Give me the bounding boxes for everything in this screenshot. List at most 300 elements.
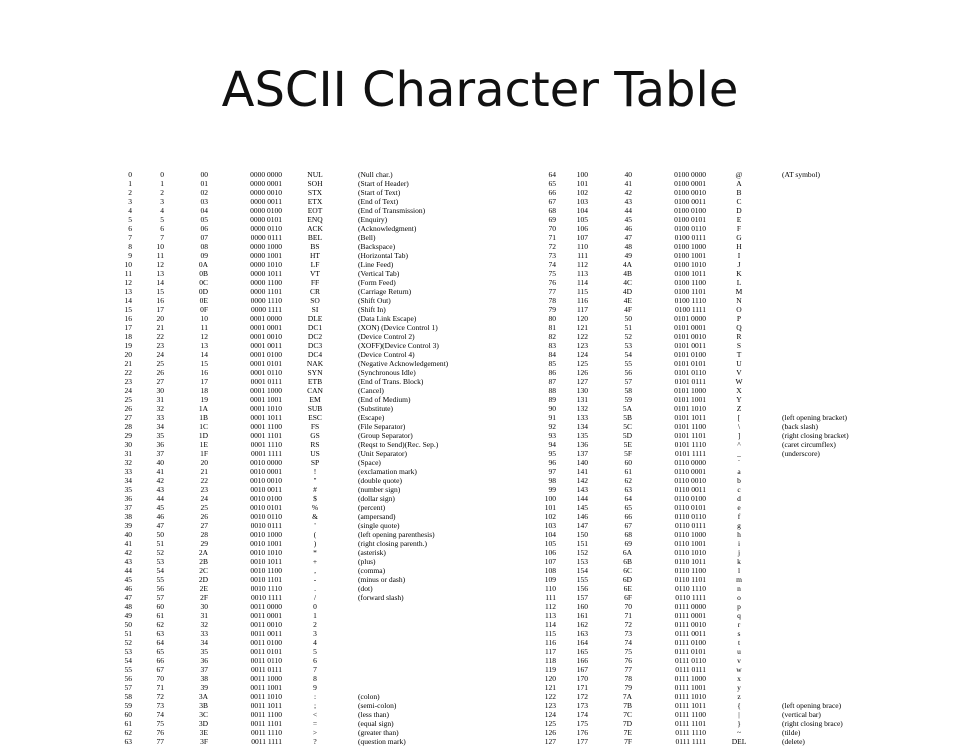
description-cell: (vertical bar) <box>782 710 821 719</box>
octal-cell: 141 <box>576 467 588 476</box>
octal-cell: 110 <box>577 242 588 251</box>
octal-cell: 101 <box>576 179 588 188</box>
table-row <box>542 431 942 440</box>
symbol-cell: ' <box>314 521 316 530</box>
hex-cell: 50 <box>624 314 632 323</box>
decimal-cell: 103 <box>544 521 556 530</box>
hex-cell: 5B <box>623 413 632 422</box>
symbol-cell: 3 <box>313 629 317 638</box>
decimal-cell: 82 <box>548 332 556 341</box>
table-row <box>118 548 518 557</box>
binary-cell: 0111 1011 <box>674 701 706 710</box>
table-row <box>118 521 518 530</box>
description-cell: (Data Link Escape) <box>358 314 417 323</box>
hex-cell: 13 <box>200 341 208 350</box>
hex-cell: 60 <box>624 458 632 467</box>
octal-cell: 77 <box>156 737 164 746</box>
hex-cell: 55 <box>624 359 632 368</box>
decimal-cell: 48 <box>124 602 132 611</box>
table-row <box>542 602 942 611</box>
table-row <box>542 620 942 629</box>
symbol-cell: , <box>314 566 316 575</box>
binary-cell: 0110 0000 <box>674 458 706 467</box>
table-row <box>118 224 518 233</box>
table-row <box>542 314 942 323</box>
table-row <box>118 314 518 323</box>
table-row <box>118 269 518 278</box>
symbol-cell: 5 <box>313 647 317 656</box>
symbol-cell: m <box>736 575 742 584</box>
symbol-cell: q <box>737 611 741 620</box>
octal-cell: 41 <box>156 467 164 476</box>
description-cell: (question mark) <box>358 737 406 746</box>
hex-cell: 70 <box>624 602 632 611</box>
symbol-cell: z <box>737 692 741 701</box>
octal-cell: 143 <box>576 485 588 494</box>
table-row <box>118 719 518 728</box>
description-cell: (left opening parenthesis) <box>358 530 435 539</box>
description-cell: (forward slash) <box>358 593 404 602</box>
symbol-cell: 4 <box>313 638 317 647</box>
octal-cell: 65 <box>156 647 164 656</box>
symbol-cell: CAN <box>307 386 323 395</box>
description-cell: (Start of Header) <box>358 179 409 188</box>
description-cell: (Line Feed) <box>358 260 394 269</box>
octal-cell: 5 <box>160 215 164 224</box>
octal-cell: 150 <box>576 530 588 539</box>
binary-cell: 0100 0111 <box>674 233 706 242</box>
symbol-cell: > <box>312 728 318 737</box>
symbol-cell: ! <box>313 467 317 476</box>
description-cell: (End of Medium) <box>358 395 411 404</box>
table-row <box>118 701 518 710</box>
table-row <box>542 566 942 575</box>
binary-cell: 0101 1000 <box>674 386 706 395</box>
octal-cell: 24 <box>156 350 164 359</box>
table-row <box>542 584 942 593</box>
symbol-cell: V <box>736 368 742 377</box>
binary-cell: 0100 1010 <box>674 260 706 269</box>
decimal-cell: 108 <box>544 566 556 575</box>
hex-cell: 4A <box>622 260 632 269</box>
octal-cell: 120 <box>576 314 588 323</box>
table-row <box>542 251 942 260</box>
decimal-cell: 11 <box>124 269 132 278</box>
binary-cell: 0101 0010 <box>674 332 706 341</box>
symbol-cell: J <box>737 260 741 269</box>
description-cell: (Vertical Tab) <box>358 269 400 278</box>
symbol-cell: @ <box>735 170 743 179</box>
description-cell: (back slash) <box>782 422 819 431</box>
binary-cell: 0100 0010 <box>674 188 706 197</box>
hex-cell: 2E <box>199 584 208 593</box>
decimal-cell: 39 <box>124 521 132 530</box>
octal-cell: 76 <box>156 728 164 737</box>
octal-cell: 130 <box>576 386 588 395</box>
decimal-cell: 27 <box>124 413 132 422</box>
decimal-cell: 69 <box>548 215 556 224</box>
binary-cell: 0000 0110 <box>250 224 282 233</box>
decimal-cell: 107 <box>544 557 556 566</box>
hex-cell: 24 <box>200 494 208 503</box>
description-cell: (single quote) <box>358 521 400 530</box>
binary-cell: 0111 1100 <box>674 710 706 719</box>
binary-cell: 0010 0110 <box>250 512 282 521</box>
symbol-cell: g <box>737 521 741 530</box>
octal-cell: 51 <box>156 539 164 548</box>
table-row <box>542 539 942 548</box>
binary-cell: 0110 1111 <box>675 593 706 602</box>
symbol-cell: # <box>313 485 317 494</box>
hex-cell: 72 <box>624 620 632 629</box>
table-row <box>118 503 518 512</box>
binary-cell: 0011 0000 <box>250 602 282 611</box>
octal-cell: 151 <box>576 539 588 548</box>
table-row <box>118 530 518 539</box>
hex-cell: 1A <box>198 404 208 413</box>
symbol-cell: C <box>736 197 742 206</box>
description-cell: (double quote) <box>358 476 402 485</box>
hex-cell: 44 <box>624 206 632 215</box>
symbol-cell: 0 <box>313 602 317 611</box>
hex-cell: 16 <box>200 368 208 377</box>
table-row <box>118 611 518 620</box>
octal-cell: 137 <box>576 449 588 458</box>
symbol-cell: ` <box>737 458 741 467</box>
hex-cell: 66 <box>624 512 632 521</box>
symbol-cell: { <box>737 701 741 710</box>
table-row <box>118 458 518 467</box>
hex-cell: 21 <box>200 467 208 476</box>
binary-cell: 0001 0000 <box>250 314 282 323</box>
decimal-cell: 100 <box>544 494 556 503</box>
binary-cell: 0000 0111 <box>250 233 282 242</box>
symbol-cell: DC1 <box>307 323 323 332</box>
decimal-cell: 20 <box>124 350 132 359</box>
table-row <box>118 287 518 296</box>
binary-cell: 0001 1111 <box>250 449 282 458</box>
hex-cell: 7F <box>624 737 632 746</box>
description-cell: (plus) <box>358 557 376 566</box>
hex-cell: 02 <box>200 188 208 197</box>
decimal-cell: 34 <box>124 476 132 485</box>
decimal-cell: 35 <box>124 485 132 494</box>
decimal-cell: 123 <box>544 701 556 710</box>
symbol-cell: W <box>735 377 743 386</box>
octal-cell: 163 <box>576 629 588 638</box>
binary-cell: 0010 1011 <box>250 557 282 566</box>
octal-cell: 34 <box>156 422 164 431</box>
hex-cell: 74 <box>624 638 632 647</box>
table-row <box>542 701 942 710</box>
hex-cell: 35 <box>200 647 208 656</box>
octal-cell: 32 <box>156 404 164 413</box>
hex-cell: 77 <box>624 665 632 674</box>
description-cell: (Reqst to Send)(Rec. Sep.) <box>358 440 439 449</box>
decimal-cell: 115 <box>545 629 556 638</box>
octal-cell: 107 <box>576 233 588 242</box>
decimal-cell: 55 <box>124 665 132 674</box>
octal-cell: 127 <box>576 377 588 386</box>
decimal-cell: 125 <box>544 719 556 728</box>
octal-cell: 172 <box>576 692 588 701</box>
binary-cell: 0001 1110 <box>250 440 282 449</box>
binary-cell: 0111 1001 <box>674 683 706 692</box>
symbol-cell: r <box>737 620 741 629</box>
hex-cell: 69 <box>624 539 632 548</box>
hex-cell: 40 <box>624 170 632 179</box>
octal-cell: 70 <box>156 674 164 683</box>
table-row <box>118 467 518 476</box>
decimal-cell: 66 <box>548 188 556 197</box>
symbol-cell: ESC <box>308 413 322 422</box>
description-cell: (comma) <box>358 566 386 575</box>
octal-cell: 71 <box>156 683 164 692</box>
decimal-cell: 42 <box>124 548 132 557</box>
symbol-cell: U <box>736 359 742 368</box>
octal-cell: 142 <box>576 476 588 485</box>
symbol-cell: SUB <box>307 404 323 413</box>
table-row <box>118 350 518 359</box>
description-cell: (dollar sign) <box>358 494 395 503</box>
decimal-cell: 19 <box>124 341 132 350</box>
octal-cell: 103 <box>576 197 588 206</box>
description-cell: (Bell) <box>358 233 376 242</box>
hex-cell: 5D <box>622 431 632 440</box>
hex-cell: 26 <box>200 512 208 521</box>
table-row <box>542 404 942 413</box>
octal-cell: 66 <box>156 656 164 665</box>
hex-cell: 4C <box>623 278 632 287</box>
hex-cell: 59 <box>624 395 632 404</box>
symbol-cell: ENQ <box>307 215 323 224</box>
binary-cell: 0111 1101 <box>674 719 706 728</box>
symbol-cell: NAK <box>306 359 324 368</box>
octal-cell: 2 <box>160 188 164 197</box>
binary-cell: 0110 1101 <box>674 575 706 584</box>
binary-cell: 0110 1011 <box>674 557 706 566</box>
binary-cell: 0001 1100 <box>250 422 282 431</box>
octal-cell: 161 <box>576 611 588 620</box>
hex-cell: 65 <box>624 503 632 512</box>
octal-cell: 23 <box>156 341 164 350</box>
decimal-cell: 109 <box>544 575 556 584</box>
hex-cell: 7B <box>623 701 632 710</box>
table-row <box>542 368 942 377</box>
octal-cell: 73 <box>156 701 164 710</box>
decimal-cell: 77 <box>548 287 556 296</box>
binary-cell: 0001 0011 <box>250 341 282 350</box>
symbol-cell: h <box>737 530 741 539</box>
description-cell: (Device Control 4) <box>358 350 415 359</box>
description-cell: (Shift Out) <box>358 296 391 305</box>
table-row <box>542 476 942 485</box>
octal-cell: 21 <box>156 323 164 332</box>
hex-cell: 37 <box>200 665 208 674</box>
description-cell: (Horizontal Tab) <box>358 251 408 260</box>
table-row <box>542 296 942 305</box>
decimal-cell: 31 <box>124 449 132 458</box>
octal-cell: 56 <box>156 584 164 593</box>
symbol-cell: _ <box>737 449 741 458</box>
octal-cell: 22 <box>156 332 164 341</box>
binary-cell: 0110 0111 <box>674 521 706 530</box>
symbol-cell: n <box>737 584 741 593</box>
table-row <box>542 332 942 341</box>
decimal-cell: 40 <box>124 530 132 539</box>
hex-cell: 7A <box>622 692 632 701</box>
binary-cell: 0000 0011 <box>250 197 282 206</box>
table-row <box>542 440 942 449</box>
binary-cell: 0101 1010 <box>674 404 706 413</box>
decimal-cell: 14 <box>124 296 132 305</box>
octal-cell: 11 <box>156 251 164 260</box>
hex-cell: 46 <box>624 224 632 233</box>
binary-cell: 0101 0000 <box>674 314 706 323</box>
decimal-cell: 110 <box>545 584 556 593</box>
binary-cell: 0110 1100 <box>674 566 706 575</box>
symbol-cell: : <box>313 692 317 701</box>
symbol-cell: 7 <box>313 665 317 674</box>
binary-cell: 0000 1000 <box>250 242 282 251</box>
binary-cell: 0000 0000 <box>250 170 282 179</box>
symbol-cell: $ <box>313 494 317 503</box>
table-row <box>542 665 942 674</box>
symbol-cell: SYN <box>307 368 323 377</box>
table-row <box>118 188 518 197</box>
symbol-cell: SI <box>311 305 319 314</box>
octal-cell: 6 <box>160 224 164 233</box>
table-row <box>118 251 518 260</box>
table-row <box>118 620 518 629</box>
decimal-cell: 4 <box>128 206 132 215</box>
octal-cell: 63 <box>156 629 164 638</box>
octal-cell: 111 <box>577 251 588 260</box>
hex-cell: 45 <box>624 215 632 224</box>
decimal-cell: 13 <box>124 287 132 296</box>
table-row <box>118 593 518 602</box>
binary-cell: 0100 1001 <box>674 251 706 260</box>
table-row <box>118 575 518 584</box>
symbol-cell: w <box>736 665 742 674</box>
table-row <box>118 647 518 656</box>
hex-cell: 06 <box>200 224 208 233</box>
octal-cell: 37 <box>156 449 164 458</box>
binary-cell: 0111 0001 <box>674 611 706 620</box>
description-cell: (Start of Text) <box>358 188 401 197</box>
symbol-cell: DLE <box>307 314 323 323</box>
binary-cell: 0101 0111 <box>674 377 706 386</box>
decimal-cell: 91 <box>548 413 556 422</box>
hex-cell: 56 <box>624 368 632 377</box>
binary-cell: 0100 0000 <box>674 170 706 179</box>
symbol-cell: O <box>736 305 742 314</box>
hex-cell: 7C <box>623 710 632 719</box>
symbol-cell: SOH <box>307 179 323 188</box>
symbol-cell: HT <box>310 251 320 260</box>
symbol-cell: ^ <box>737 440 741 449</box>
binary-cell: 0000 0010 <box>250 188 282 197</box>
decimal-cell: 46 <box>124 584 132 593</box>
decimal-cell: 41 <box>124 539 132 548</box>
decimal-cell: 92 <box>548 422 556 431</box>
decimal-cell: 98 <box>548 476 556 485</box>
table-row <box>542 611 942 620</box>
hex-cell: 20 <box>200 458 208 467</box>
octal-cell: 125 <box>576 359 588 368</box>
decimal-cell: 2 <box>128 188 132 197</box>
hex-cell: 6E <box>623 584 632 593</box>
table-row <box>118 737 518 746</box>
decimal-cell: 0 <box>128 170 132 179</box>
hex-cell: 10 <box>200 314 208 323</box>
symbol-cell: G <box>736 233 742 242</box>
symbol-cell: ( <box>313 530 317 539</box>
decimal-cell: 79 <box>548 305 556 314</box>
table-row <box>542 197 942 206</box>
symbol-cell: LF <box>310 260 320 269</box>
symbol-cell: s <box>737 629 741 638</box>
symbol-cell: / <box>313 593 317 602</box>
description-cell: (Unit Separator) <box>358 449 407 458</box>
binary-cell: 0110 0011 <box>674 485 706 494</box>
binary-cell: 0011 0100 <box>250 638 282 647</box>
binary-cell: 0110 1010 <box>674 548 706 557</box>
decimal-cell: 24 <box>124 386 132 395</box>
hex-cell: 36 <box>200 656 208 665</box>
decimal-cell: 17 <box>124 323 132 332</box>
octal-cell: 124 <box>576 350 588 359</box>
table-row <box>542 485 942 494</box>
table-row <box>542 521 942 530</box>
decimal-cell: 118 <box>545 656 556 665</box>
binary-cell: 0110 0101 <box>674 503 706 512</box>
decimal-cell: 68 <box>548 206 556 215</box>
hex-cell: 42 <box>624 188 632 197</box>
table-row <box>542 503 942 512</box>
symbol-cell: VT <box>310 269 320 278</box>
octal-cell: 167 <box>576 665 588 674</box>
octal-cell: 10 <box>156 242 164 251</box>
decimal-cell: 50 <box>124 620 132 629</box>
octal-cell: 176 <box>576 728 588 737</box>
binary-cell: 0000 0100 <box>250 206 282 215</box>
hex-cell: 7E <box>623 728 632 737</box>
hex-cell: 78 <box>624 674 632 683</box>
symbol-cell: % <box>311 503 319 512</box>
octal-cell: 126 <box>576 368 588 377</box>
symbol-cell: US <box>310 449 320 458</box>
hex-cell: 6F <box>624 593 632 602</box>
table-row <box>118 215 518 224</box>
hex-cell: 5E <box>623 440 632 449</box>
symbol-cell: l <box>737 566 741 575</box>
hex-cell: 1C <box>199 422 208 431</box>
decimal-cell: 61 <box>124 719 132 728</box>
octal-cell: 114 <box>577 278 588 287</box>
octal-cell: 20 <box>156 314 164 323</box>
symbol-cell: M <box>735 287 743 296</box>
table-row <box>118 710 518 719</box>
hex-cell: 48 <box>624 242 632 251</box>
binary-cell: 0010 1100 <box>250 566 282 575</box>
binary-cell: 0010 1000 <box>250 530 282 539</box>
symbol-cell: SP <box>310 458 320 467</box>
hex-cell: 09 <box>200 251 208 260</box>
hex-cell: 19 <box>200 395 208 404</box>
description-cell: (XON) (Device Control 1) <box>358 323 438 332</box>
binary-cell: 0011 1110 <box>250 728 282 737</box>
